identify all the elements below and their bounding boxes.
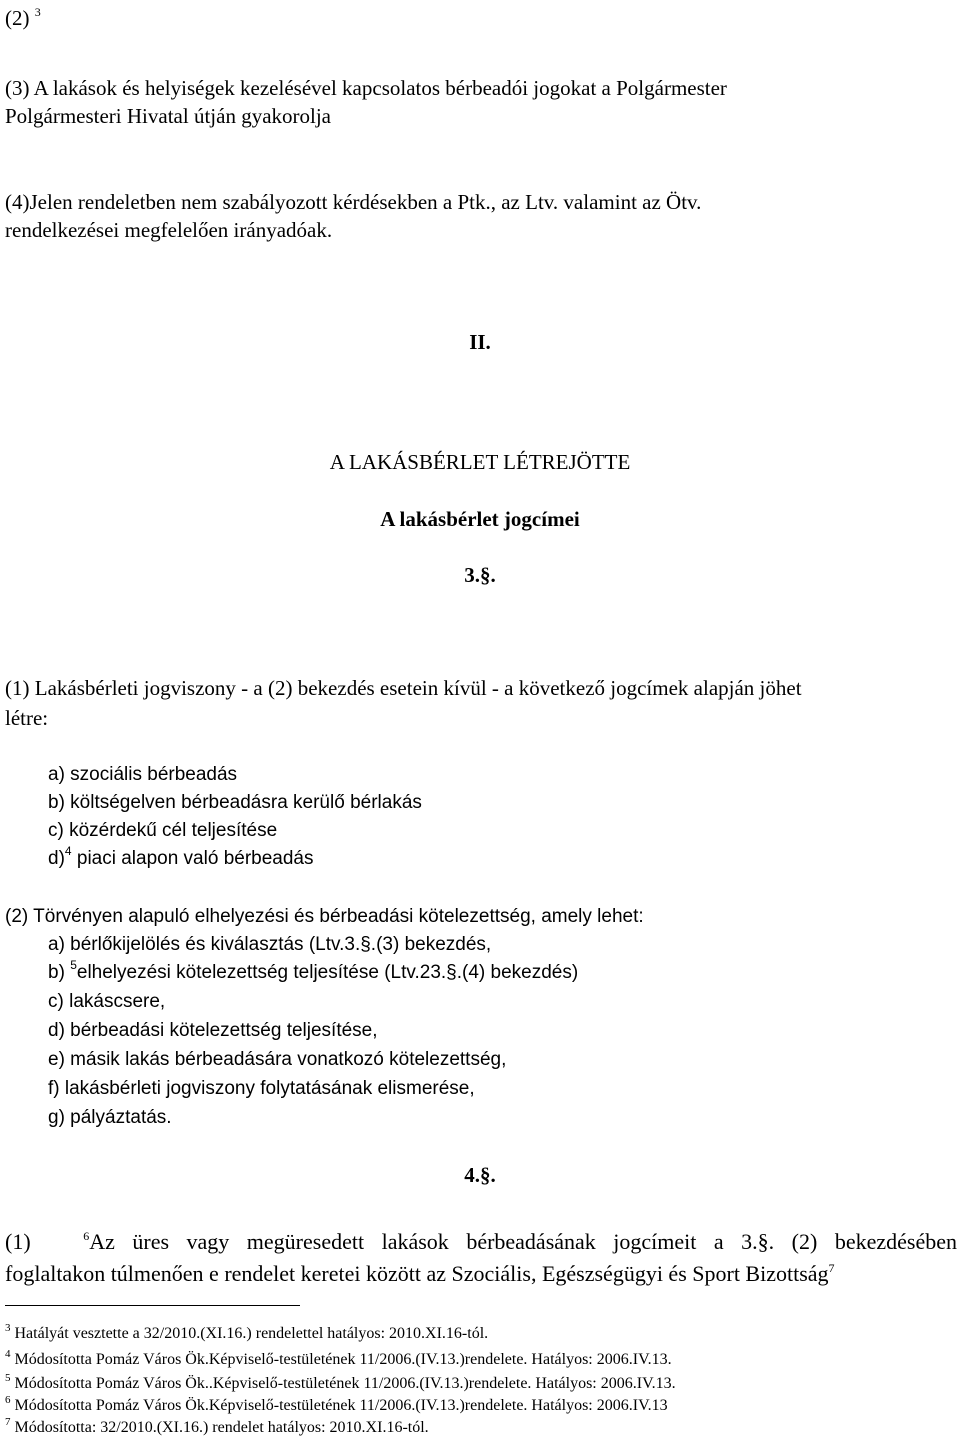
list2-item-b-prefix: b) [48,962,71,983]
list-item-b: b) költségelven bérbeadásra kerülő bérlakás [48,792,422,813]
list-item-c: c) közérdekű cél teljesítése [48,820,278,841]
chapter-number: II. [469,330,491,354]
paragraph-3-line-1: (3) A lakások és helyiségek kezelésével kapcsolatos bérbeadói jogokat a Polgármester [5,76,727,100]
footnote-ref-3[interactable]: 3 [34,5,41,19]
section-3-p2-intro: (2) Törvényen alapuló elhelyezési és bérbeadási kötelezettség, amely lehet: [5,906,644,927]
list2-item-g: g) pályáztatás. [48,1107,172,1128]
footnote-5-text: Módosította Pomáz Város Ök..Képviselő-testületének 11/2006.(IV.13.)rendelete. Hatályos: 2006.IV.13. [14,1375,676,1392]
footnote-separator [5,1305,300,1306]
list-item-d-prefix: d) [48,848,65,869]
section-4-line-1-text: Az üres vagy megüresedett lakások bérbeadásának jogcímeit a 3.§. (2) bekezdésében [89,1229,957,1254]
section-3-p1-line-2: létre: [5,706,49,730]
chapter-title: A LAKÁSBÉRLET LÉTREJÖTTE [329,450,631,474]
list2-item-d: d) bérbeadási kötelezettség teljesítése, [48,1020,378,1041]
section-4-line-1 [5,1231,957,1253]
footnote-7 [5,1416,429,1436]
section-4-heading: 4.§. [464,1163,496,1187]
list2-item-b-text: elhelyezési kötelezettség teljesítése (Ltv.23.§.(4) bekezdés) [76,962,579,983]
footnote-5-number: 5 [5,1372,11,1384]
list2-item-b [48,958,579,983]
footnote-ref-5[interactable]: 5 [70,958,77,972]
footnote-ref-7[interactable]: 7 [828,1261,835,1275]
footnote-5 [5,1372,676,1392]
section-3-p1-line-1: (1) Lakásbérleti jogviszony - a (2) bekezdés esetein kívül - a következő jogcímek alapján jöhet [5,676,802,700]
paragraph-4-line-1: (4)Jelen rendeletben nem szabályozott kérdésekben a Ptk., az Ltv. valamint az Ötv. [5,190,702,214]
footnote-3 [5,1322,489,1342]
section-4-line-2 [5,1263,835,1285]
footnote-ref-6[interactable]: 6 [83,1229,90,1243]
footnote-3-number: 3 [5,1322,11,1334]
list2-item-f: f) lakásbérleti jogviszony folytatásának elismerése, [48,1078,475,1099]
footnote-4-text: Módosította Pomáz Város Ök.Képviselő-testületének 11/2006.(IV.13.)rendelete. Hatályos: 2006.IV.13. [14,1351,672,1368]
list2-item-c: c) lakáscsere, [48,991,166,1012]
paragraph-2-marker [5,5,41,30]
section-3-heading: 3.§. [464,563,496,587]
footnote-6-text: Módosította Pomáz Város Ök.Képviselő-testületének 11/2006.(IV.13.)rendelete. Hatályos: 2006.IV.13 [14,1397,668,1414]
footnote-6 [5,1394,668,1414]
section-4-line-2-text: foglaltakon túlmenően e rendelet keretei között az Szociális, Egészségügyi és Sport Bizottság [5,1261,829,1286]
paragraph-4-line-2: rendelkezései megfelelően irányadóak. [5,218,333,242]
list2-item-a: a) bérlőkijelölés és kiválasztás (Ltv.3.§.(3) bekezdés, [48,934,492,955]
footnote-4 [5,1348,672,1368]
paragraph-number: (2) [5,6,30,30]
footnote-7-number: 7 [5,1416,11,1428]
list-item-a: a) szociális bérbeadás [48,764,238,785]
footnote-6-number: 6 [5,1394,11,1406]
footnote-7-text: Módosította: 32/2010.(XI.16.) rendelet hatályos: 2010.XI.16-tól. [14,1419,429,1436]
paragraph-3-line-2: Polgármesteri Hivatal útján gyakorolja [5,104,331,128]
list-item-d-text: piaci alapon való bérbeadás [71,848,314,869]
section-4-line-1-prefix: (1) [5,1229,31,1254]
footnote-4-number: 4 [5,1348,11,1360]
footnote-3-text: Hatályát vesztette a 32/2010.(XI.16.) rendelettel hatályos: 2010.XI.16-tól. [14,1325,489,1342]
chapter-subtitle: A lakásbérlet jogcímei [380,507,580,531]
footnote-ref-4[interactable]: 4 [64,844,72,858]
list2-item-e: e) másik lakás bérbeadására vonatkozó kötelezettség, [48,1049,507,1070]
list-item-d [48,844,314,869]
